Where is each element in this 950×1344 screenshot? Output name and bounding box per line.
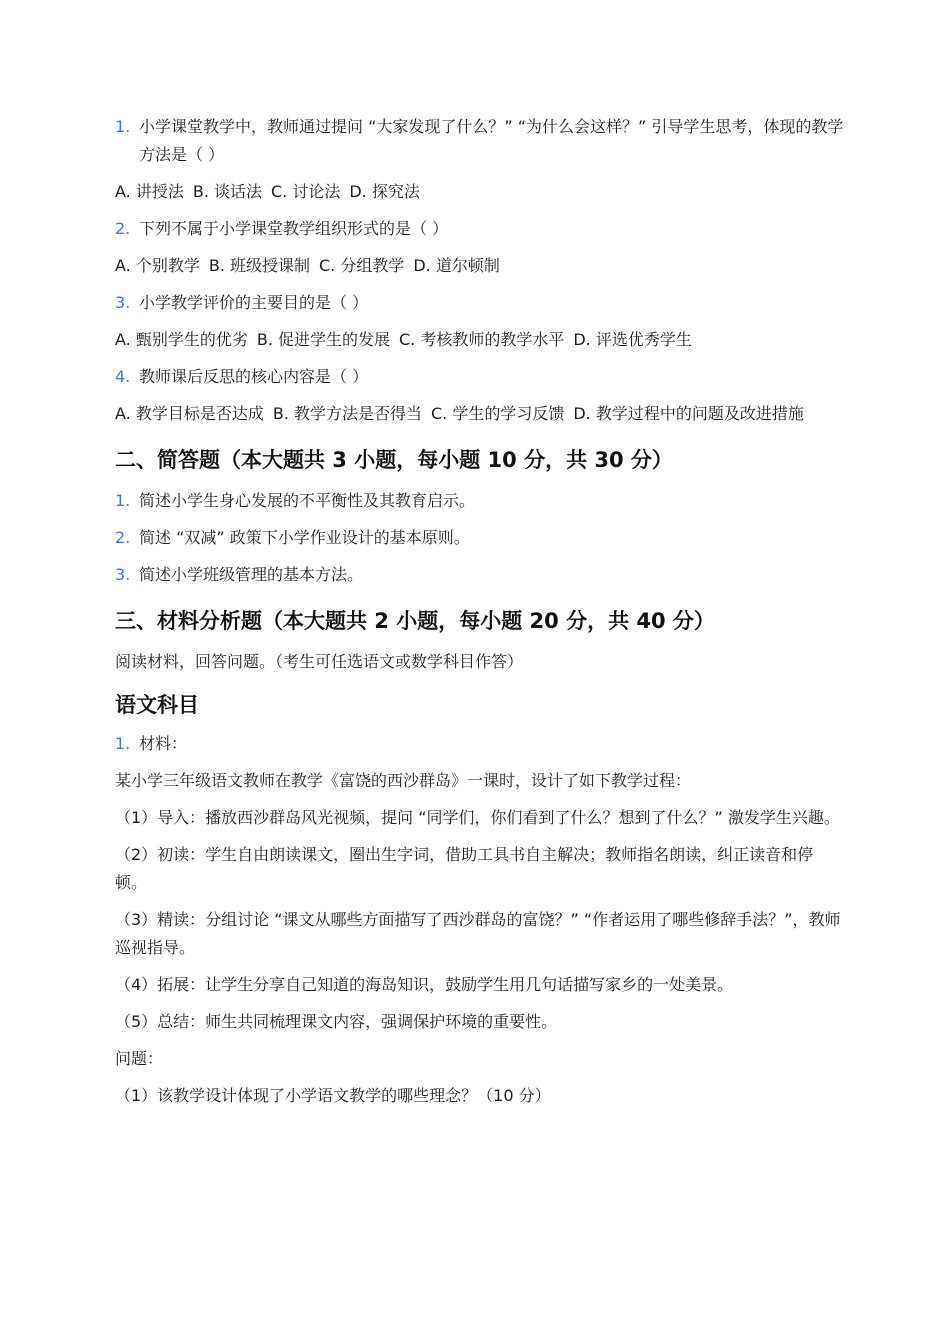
short-answer-question-3	[115, 561, 845, 589]
mcq-options-1	[115, 178, 845, 206]
material-step-3: （3）精读：分组讨论 “课文从哪些方面描写了西沙群岛的富饶？” “作者运用了哪些修辞手法？”，教师巡视指导。	[115, 910, 841, 957]
mcq-question-2	[115, 215, 845, 243]
section-3-title: 三、材料分析题（本大题共 2 小题，每小题 20 分，共 40 分）	[115, 609, 715, 633]
material-intro: 某小学三年级语文教师在教学《富饶的西沙群岛》一课时，设计了如下教学过程：	[115, 771, 692, 790]
material-step-2: （2）初读：学生自由朗读课文，圈出生字词，借助工具书自主解决；教师指名朗读，纠正读音和停顿。	[115, 845, 814, 892]
option-c: C. 分组教学	[319, 256, 405, 275]
question-number: 1.	[115, 491, 131, 510]
question-number: 1.	[115, 117, 131, 136]
material-step-1: （1）导入：播放西沙群岛风光视频，提问 “同学们，你们看到了什么？想到了什么？” 激发学生兴趣。	[115, 808, 840, 827]
question-text: 小学教学评价的主要目的是（ ）	[139, 293, 369, 312]
material-subquestion-1: （1）该教学设计体现了小学语文教学的哪些理念？（10 分）	[115, 1086, 551, 1105]
mcq-question-4	[115, 363, 845, 391]
mcq-options-3	[115, 326, 845, 354]
option-d: D. 探究法	[349, 182, 420, 201]
option-a: A. 教学目标是否达成	[115, 404, 264, 423]
option-d: D. 教学过程中的问题及改进措施	[573, 404, 804, 423]
mcq-options-4	[115, 400, 845, 428]
question-text: 下列不属于小学课堂教学组织形式的是（ ）	[139, 219, 449, 238]
mcq-question-1	[115, 113, 845, 169]
question-text: 教师课后反思的核心内容是（ ）	[139, 367, 369, 386]
question-text: 简述小学生身心发展的不平衡性及其教育启示。	[139, 491, 476, 510]
option-d: D. 道尔顿制	[413, 256, 500, 275]
question-number: 2.	[115, 528, 131, 547]
option-b: B. 促进学生的发展	[256, 330, 390, 349]
question-text: 小学课堂教学中，教师通过提问 “大家发现了什么？” “为什么会这样？” 引导学生思考，体现的教学方法是（ ）	[139, 117, 844, 164]
question-number: 4.	[115, 367, 131, 386]
question-number: 3.	[115, 293, 131, 312]
option-c: C. 讨论法	[271, 182, 341, 201]
question-text: 简述小学班级管理的基本方法。	[139, 565, 364, 584]
question-number: 3.	[115, 565, 131, 584]
short-answer-question-2	[115, 524, 845, 552]
option-c: C. 考核教师的教学水平	[399, 330, 565, 349]
material-label: 材料：	[139, 734, 188, 753]
exam-content	[115, 113, 845, 1119]
subject-title: 语文科目	[115, 693, 199, 717]
question-number: 1.	[115, 734, 131, 753]
question-text: 简述 “双减” 政策下小学作业设计的基本原则。	[139, 528, 470, 547]
section-3-instruction: 阅读材料，回答问题。（考生可任选语文或数学科目作答）	[115, 652, 524, 671]
material-step-5: （5）总结：师生共同梳理课文内容，强调保护环境的重要性。	[115, 1012, 558, 1031]
option-b: B. 谈话法	[192, 182, 262, 201]
mcq-options-2	[115, 252, 845, 280]
option-a: A. 个别教学	[115, 256, 200, 275]
questions-label: 问题：	[115, 1049, 164, 1068]
question-number: 2.	[115, 219, 131, 238]
material-step-4: （4）拓展：让学生分享自己知道的海岛知识，鼓励学生用几句话描写家乡的一处美景。	[115, 975, 734, 994]
option-b: B. 教学方法是否得当	[272, 404, 422, 423]
mcq-question-3	[115, 289, 845, 317]
option-a: A. 讲授法	[115, 182, 184, 201]
option-b: B. 班级授课制	[208, 256, 310, 275]
option-d: D. 评选优秀学生	[573, 330, 692, 349]
option-c: C. 学生的学习反馈	[431, 404, 565, 423]
option-a: A. 甄别学生的优劣	[115, 330, 248, 349]
short-answer-question-1	[115, 487, 845, 515]
section-2-title: 二、简答题（本大题共 3 小题，每小题 10 分，共 30 分）	[115, 448, 673, 472]
material-question-1	[115, 730, 845, 758]
